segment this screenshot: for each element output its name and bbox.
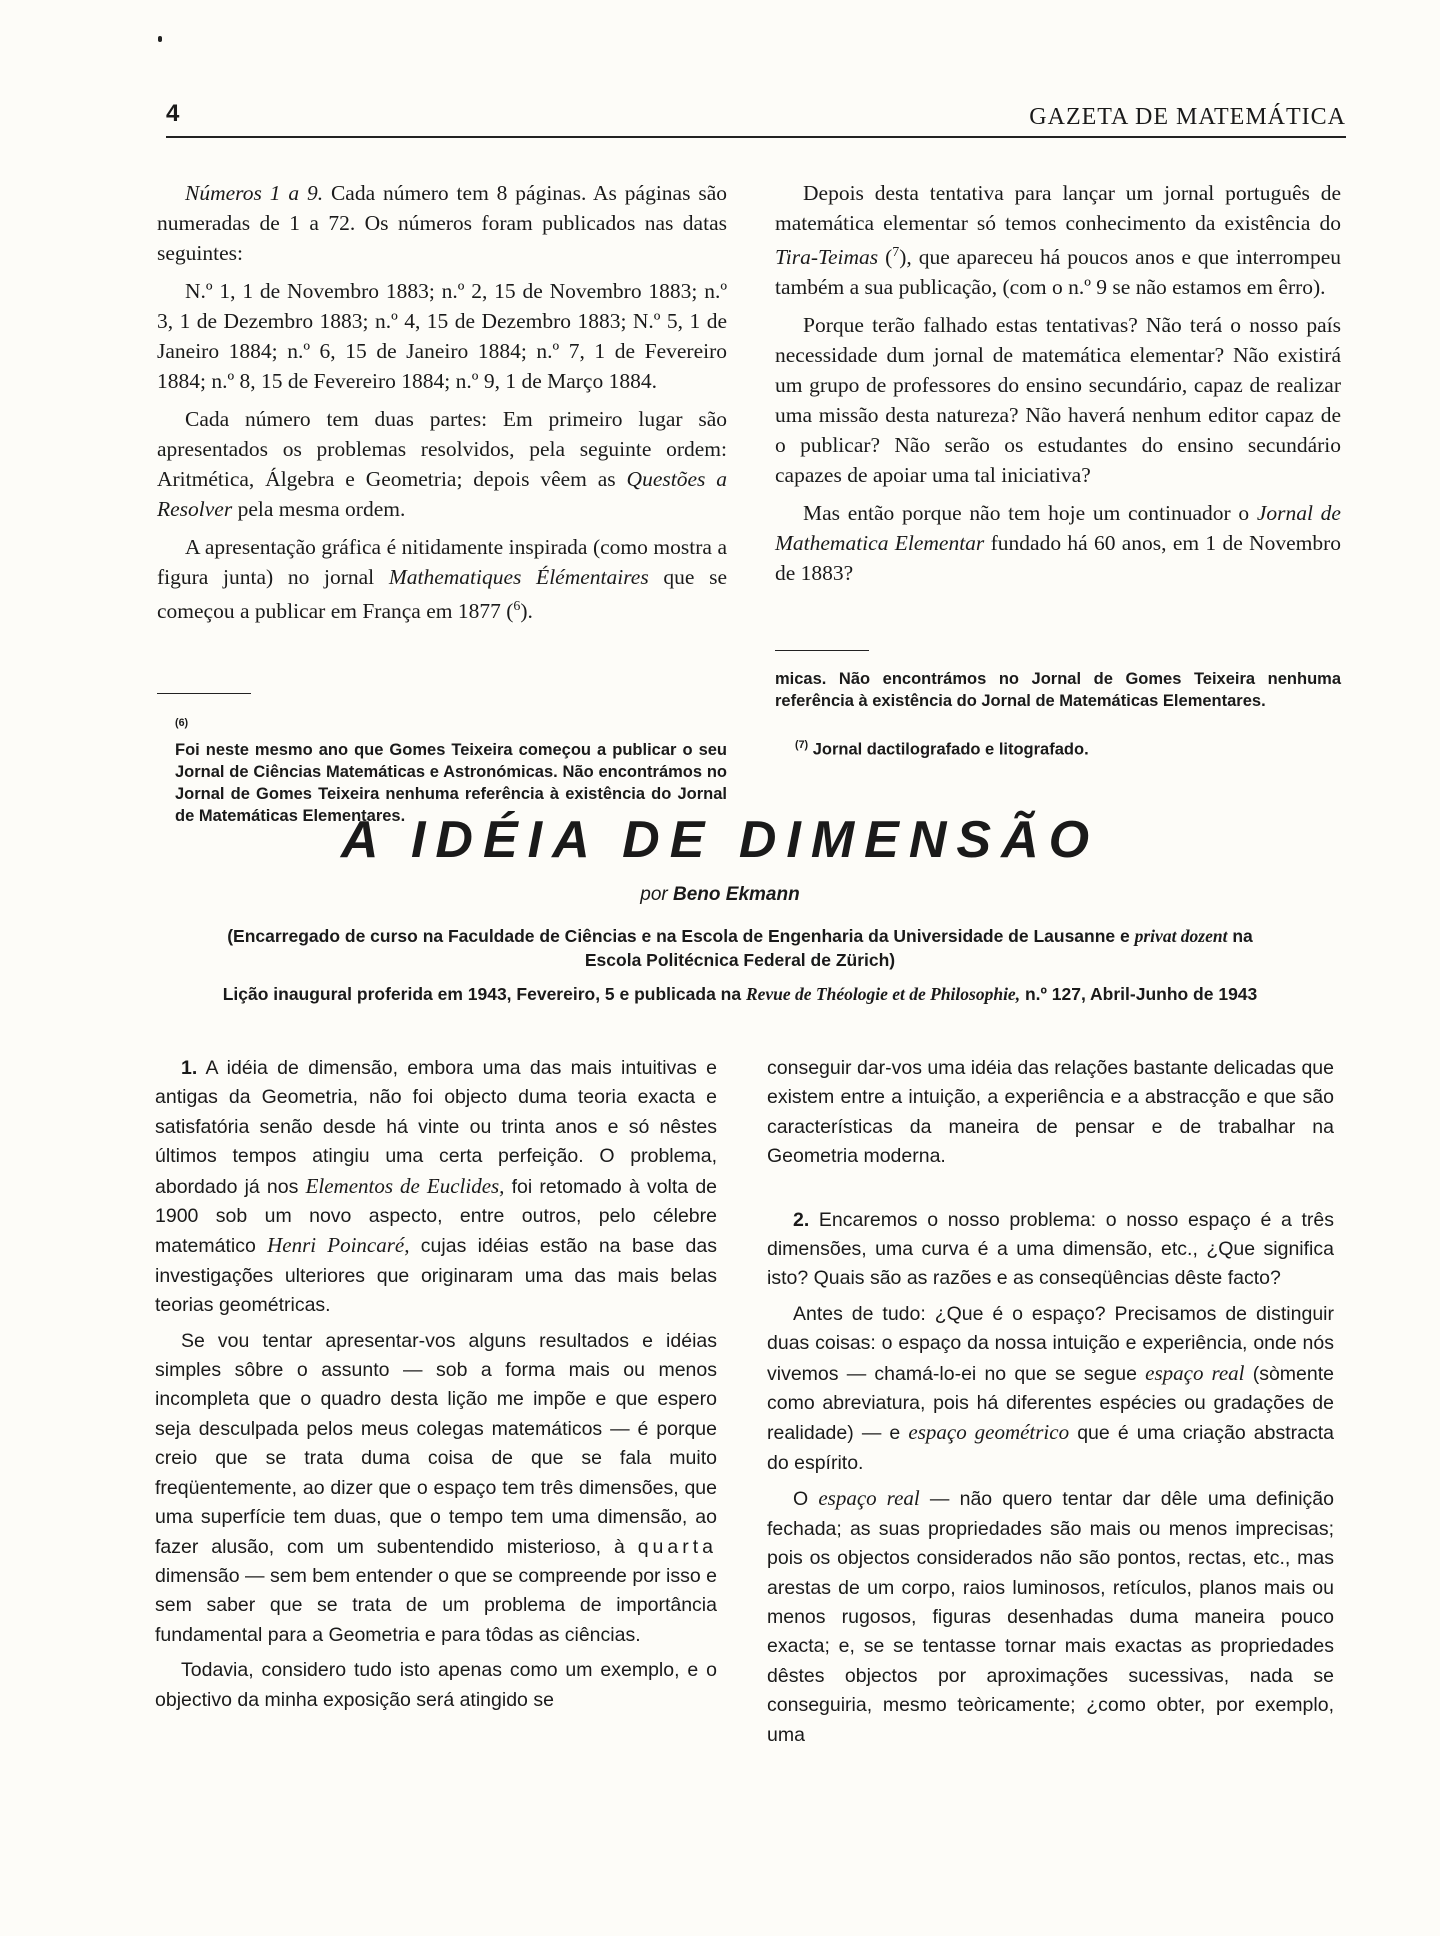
italic-text: Henri Poincaré, xyxy=(267,1233,410,1258)
footnote-6-continued xyxy=(775,668,1341,761)
text: O xyxy=(793,1488,819,1511)
italic-text: Números 1 a 9. xyxy=(185,181,324,205)
italic-text: privat dozent xyxy=(1134,926,1228,946)
footnote-mark: (7) xyxy=(795,739,809,751)
footnote-text xyxy=(775,668,1341,734)
page-number: 4 xyxy=(166,100,180,127)
paragraph xyxy=(775,178,1341,302)
text: A apresentação gráfica é nitidamente inspirada (como mostra a figura junta) no jornal xyxy=(157,535,727,589)
footnote-rule xyxy=(157,693,251,694)
text: Se vou tentar apresentar-vos alguns resultados e idéias simples sôbre o assunto — sob a forma mais ou menos incompleta que o quadro desta lição me impõe e que espero seja desculpada pelos meus colegas matemáticos — é porque creio que se trata duma coisa de que se fala muito freqüentemente, ao dizer que o espaço tem três dimensões, que uma superfície tem duas, que o tempo tem uma dimensão, ao fazer alusão, com um subentendido misterioso, à xyxy=(155,1329,717,1558)
text: pela mesma ordem. xyxy=(232,497,406,521)
top-right-column xyxy=(775,178,1341,596)
top-left-column xyxy=(157,178,727,634)
journal-title: GAZETA DE MATEMÁTICA xyxy=(1029,104,1346,130)
text: que é uma criação abstracta do espírito. xyxy=(767,1422,1334,1474)
italic-text: espaço real xyxy=(818,1486,920,1511)
section-2-paragraph xyxy=(767,1206,1334,1294)
italic-text: Elementos de Euclides, xyxy=(305,1173,505,1198)
text: foi retomado à volta de 1900 sob um novo aspecto, entre outros, pelo célebre matemático xyxy=(155,1175,718,1258)
paragraph xyxy=(767,1484,1334,1750)
text: A idéia de dimensão, embora uma das mais intuitivas e antigas da Geometria, não foi objecto duma teoria exacta e satisfatória senão desde há vinte ou trinta anos e só nêstes últimos tempos atingiu uma certa perfeição. O problema, abordado já nos xyxy=(155,1057,717,1198)
text: Encaremos o nosso problema: o nosso espaço é a três dimensões, uma curva é a uma dimensão, etc., ¿Que significa isto? Quais são as razões e as conseqüências dêste facto? xyxy=(767,1208,1334,1290)
paragraph: Todavia, considero tudo isto apenas como um exemplo, e o objectivo da minha exposição será atingido se xyxy=(155,1659,717,1711)
paragraph xyxy=(157,404,727,524)
italic-text: Mathematiques Élémentaires xyxy=(388,565,649,589)
paragraph: conseguir dar-vos uma idéia das relações bastante delicadas que existem entre a intuição, a experiência e a abstracção e que são características da maneira de pensar e de trabalhar na Geometria moderna. xyxy=(767,1057,1334,1168)
text: cujas idéias estão na base das investigações ulteriores que originaram uma das mais belas teorias geométricas. xyxy=(155,1235,717,1317)
print-speck xyxy=(158,36,162,42)
lecture-note xyxy=(200,982,1280,1006)
text: Mas então porque não tem hoje um continuador o xyxy=(803,501,1257,526)
issue-dates-paragraph: N.º 1, 1 de Novembro 1883; n.º 2, 15 de Novembro 1883; n.º 3, 1 de Dezembro 1883; n.º 4, 15 de Dezembro 1883; N.º 5, 1 de Janeiro 1884; n.º 6, 15 de Janeiro 1884; n.º 7, 1 de Fevereiro 1884; n.º 8, 15 de Fevereiro 1884; n.º 9, 1 de Março 1884. xyxy=(157,279,727,393)
section-number: 1. xyxy=(181,1057,198,1079)
paragraph xyxy=(767,1300,1334,1478)
text: dimensão — sem bem entender o que se compreende por isso e sem saber que se trata de um problema de importância fundamental para a Geometria e para tôdas as ciências. xyxy=(155,1564,717,1646)
text: ). xyxy=(520,599,533,624)
text: Depois desta tentativa para lançar um jornal português de matemática elementar só temos conhecimento da existência do xyxy=(775,181,1341,235)
text: ( xyxy=(878,245,893,270)
text: (sòmente como abreviatura, pois há diferentes espécies ou gradações de realidade) — e xyxy=(767,1362,1335,1445)
italic-text: Questões a Resolver xyxy=(157,467,727,521)
text: Foi neste mesmo ano que Gomes Teixeira começou a publicar o seu Jornal de Ciências Matemáticas e Astronómicas. Não encontrámos no Jornal de Gomes Teixeira nenhuma referência à existência do Jornal de Matemáticas Elementares. xyxy=(175,740,727,825)
paragraph xyxy=(157,532,727,626)
article-left-column xyxy=(155,1054,717,1721)
footnote-ref: 6 xyxy=(513,599,521,614)
section-number: 2. xyxy=(793,1208,810,1231)
text: — não quero tentar dar dêle uma definição fechada; as suas propriedades são mais ou menos imprecisas; pois os objectos considerados não são pontos, rectas, etc., mas arestas de um corpo, raios luminosos, retículos, planos mais ou menos rugosos, figuras desenhadas duma maneira pouco exacta; e, se se tentasse tornar mais exactas as propriedades dêstes objectos por aproximações sucessivas, nada se conseguiria, mesmo teòricamente; ¿como obter, por exemplo, uma xyxy=(767,1488,1334,1746)
italic-text: Tira-Teimas xyxy=(775,245,879,270)
author-affiliation xyxy=(200,924,1280,972)
italic-text: espaço geométrico xyxy=(908,1420,1070,1445)
text: Antes de tudo: ¿Que é o espaço? Precisamos de distinguir duas coisas: o espaço da nossa intuição e experiência, onde nós vivemos — chamá-lo-ei no que se segue xyxy=(767,1302,1334,1385)
author-name: Beno Ekmann xyxy=(673,884,800,905)
byline xyxy=(0,884,1440,906)
text: Cada número tem 8 páginas. As páginas são numeradas de 1 a 72. Os números foram publicados nas datas seguintes: xyxy=(157,181,727,265)
text: (Encarregado de curso na Faculdade de Ciências e na Escola de Engenharia da Universidade de Lausanne e xyxy=(227,926,1135,946)
italic-text: Revue de Théologie et de Philosophie, xyxy=(745,984,1021,1004)
text: Cada número tem duas partes: Em primeiro lugar são apresentados os problemas resolvidos, pela seguinte ordem: Aritmética, Álgebra e Geometria; depois vêem as xyxy=(157,407,727,491)
text: micas. Não encontrámos no Jornal de Gomes Teixeira nenhuma referência à existência do Jornal de Matemáticas Elementares. xyxy=(775,670,1341,710)
footnote-mark: (6) xyxy=(175,717,189,729)
article-title: A IDÉIA DE DIMENSÃO xyxy=(340,811,1100,869)
footnote-ref: 7 xyxy=(892,245,900,260)
paragraph xyxy=(775,498,1341,588)
text: por xyxy=(640,884,674,905)
italic-text: Jornal de Mathematica Elementar xyxy=(775,501,1341,556)
article-right-column xyxy=(767,1054,1334,1756)
text: ), que apareceu há poucos anos e que interrompeu também a sua publicação, (com o n.º 9 se não estamos em êrro). xyxy=(775,245,1341,300)
text: Jornal dactilografado e litografado. xyxy=(808,740,1089,759)
footnote-6 xyxy=(175,712,727,825)
paragraph xyxy=(157,178,727,268)
paragraph xyxy=(155,1327,717,1650)
text: que se começou a publicar em França em 1877 ( xyxy=(157,565,727,624)
paragraph: Porque terão falhado estas tentativas? Não terá o nosso país necessidade dum jornal de matemática elementar? Não existirá um grupo de professores do ensino secundário, capaz de realizar uma missão desta natureza? Não haverá nenhum editor capaz de o publicar? Não serão os estudantes do ensino secundário capazes de apoiar uma tal iniciativa? xyxy=(775,313,1341,488)
italic-text: espaço real xyxy=(1145,1360,1245,1385)
page-header xyxy=(166,100,1346,138)
text: fundado há 60 anos, em 1 de Novembro de 1883? xyxy=(775,531,1341,586)
spaced-text: quarta xyxy=(637,1535,717,1558)
footnote-text xyxy=(175,712,727,825)
text: Lição inaugural proferida em 1943, Fevereiro, 5 e publicada na xyxy=(222,984,746,1004)
text: na Escola Politécnica Federal de Zürich) xyxy=(584,926,1253,970)
footnote-rule xyxy=(775,650,869,651)
section-1-paragraph xyxy=(155,1054,717,1321)
text: n.º 127, Abril-Junho de 1943 xyxy=(1020,984,1258,1004)
footnote-7 xyxy=(775,734,1341,761)
